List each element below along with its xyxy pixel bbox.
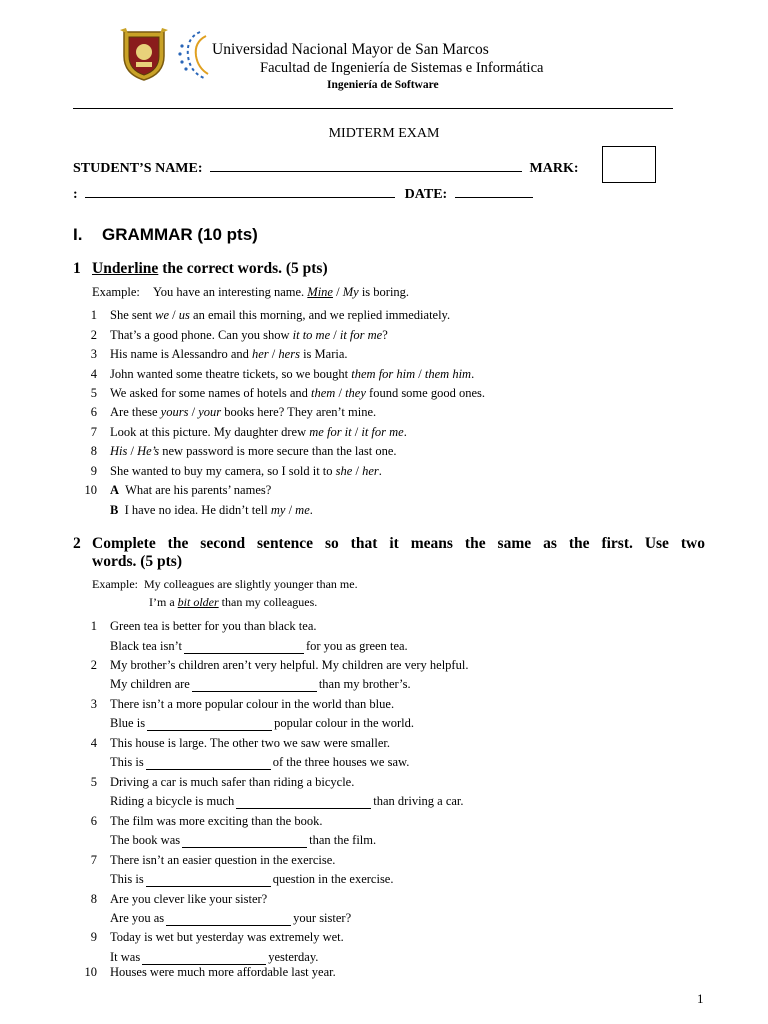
option-b[interactable]: her [362, 463, 379, 478]
section-number: I. [73, 225, 83, 244]
program-name: Ingeniería de Software [327, 79, 439, 91]
answer-blank[interactable] [184, 642, 304, 654]
option-a[interactable]: she [335, 463, 353, 478]
list-item: 7 There isn’t an easier question in the exercise. This is question in the exercise. [90, 852, 394, 886]
option-b[interactable]: they [345, 385, 366, 400]
list-item: 8 His / He’s new password is more secure than the last one. [90, 444, 397, 459]
list-item: 2 That’s a good phone. Can you show it to me / it for me? [90, 327, 388, 342]
question-1-title: 1 Underline the correct words. (5 pts) [73, 260, 328, 277]
student-name-field[interactable] [210, 158, 522, 172]
code-field[interactable] [85, 184, 395, 198]
answer-blank[interactable] [192, 680, 317, 692]
answer-blank[interactable] [146, 875, 271, 887]
page-number: 1 [697, 991, 704, 1006]
list-item: 4 This house is large. The other two we saw were smaller. This is of the three houses we saw. [90, 735, 410, 770]
option-a[interactable]: them for him [351, 366, 416, 381]
answer-blank[interactable] [147, 719, 272, 731]
colon-label: : [73, 187, 78, 202]
answer-blank[interactable] [182, 836, 307, 848]
list-item: 3 His name is Alessandro and her / hers is Maria. [90, 347, 348, 362]
list-item: 6 Are these yours / your books here? They aren’t mine. [90, 405, 377, 420]
list-item: 1 Green tea is better for you than black tea. Black tea isn’t for you as green tea. [90, 619, 408, 653]
question-1-item-10: 10 A What are his parents’ names? B I have no idea. He didn’t tell my / me. [84, 483, 313, 517]
university-name: Universidad Nacional Mayor de San Marcos [212, 41, 489, 58]
question-number: 2 [73, 535, 81, 552]
option-b[interactable]: your [198, 405, 222, 420]
question-1-example: Example: You have an interesting name. Mine / My is boring. [92, 285, 410, 299]
code-date-row [73, 184, 533, 203]
question-number: 1 [73, 260, 81, 277]
list-item: 6 The film was more exciting than the book. The book was than the film. [90, 813, 377, 848]
answer-blank[interactable] [146, 758, 271, 770]
option-a[interactable]: His [110, 444, 128, 459]
student-name-row [73, 158, 579, 177]
faculty-name: Facultad de Ingeniería de Sistemas e Informática [260, 60, 544, 76]
question-2-example: Example: My colleagues are slightly younger than me. [92, 577, 358, 591]
header-divider [73, 108, 673, 109]
question-2-item-10: 10 Houses were much more affordable last year. [84, 965, 336, 980]
option-b[interactable]: He’s [137, 444, 160, 459]
section-title: GRAMMAR (10 pts) [102, 225, 258, 244]
option-b[interactable]: us [178, 308, 194, 323]
list-item: 2 My brother’s children aren’t very helpful. My children are very helpful. My children are than my brother’s. [90, 658, 469, 692]
option-a[interactable]: we [155, 308, 170, 323]
list-item: 8 Are you clever like your sister? Are you as your sister? [90, 891, 352, 925]
exam-title: MIDTERM EXAM [328, 126, 440, 141]
option-b[interactable]: me [295, 502, 310, 517]
answer-blank[interactable] [236, 797, 371, 809]
option-a[interactable]: me for it [309, 424, 352, 439]
question-1-items [73, 304, 485, 479]
list-item: 5 We asked for some names of hotels and them / they found some good ones. [90, 385, 485, 400]
section-heading [73, 225, 258, 245]
option-a[interactable]: my [270, 502, 286, 517]
university-seal-icon [116, 26, 172, 82]
list-item: 4 John wanted some theatre tickets, so we bought them for him / them him. [90, 366, 475, 381]
list-item: 5 Driving a car is much safer than riding a bicycle. Riding a bicycle is much than driving a car. [90, 774, 464, 809]
mark-label: MARK: [529, 161, 579, 176]
question-2-example-answer: I’m a bit older than my colleagues. [149, 595, 318, 609]
list-item: 7 Look at this picture. My daughter drew me for it / it for me. [90, 424, 407, 439]
option-b[interactable]: it for me [361, 424, 404, 439]
list-item: 3 There isn’t a more popular colour in the world than blue. Blue is popular colour in the world. [90, 697, 414, 731]
option-a[interactable]: it to me [292, 327, 331, 342]
document-header [0, 0, 768, 115]
option-b[interactable]: them him [424, 366, 472, 381]
answer-blank[interactable] [166, 914, 291, 926]
option-a[interactable]: her [252, 347, 269, 362]
question-2-items [73, 615, 468, 965]
date-label: DATE: [404, 187, 448, 202]
date-field[interactable] [455, 184, 533, 198]
student-name-label: STUDENT’S NAME: [73, 161, 203, 176]
option-a[interactable]: them [311, 385, 336, 400]
list-item: 9 She wanted to buy my camera, so I sold it to she / her. [90, 463, 382, 478]
list-item: 1 She sent we / us an email this morning, and we replied immediately. [90, 308, 451, 323]
option-b[interactable]: it for me [339, 327, 383, 342]
question-2-title: 2 Complete the second sentence so that it means the same as the first. Use two [73, 535, 705, 552]
question-2-title-cont: words. (5 pts) [92, 553, 182, 570]
option-a[interactable]: yours [160, 405, 189, 420]
option-b[interactable]: hers [278, 347, 300, 362]
list-item: 9 Today is wet but yesterday was extremely wet. It was yesterday. [90, 930, 344, 964]
mark-box[interactable] [602, 146, 656, 183]
